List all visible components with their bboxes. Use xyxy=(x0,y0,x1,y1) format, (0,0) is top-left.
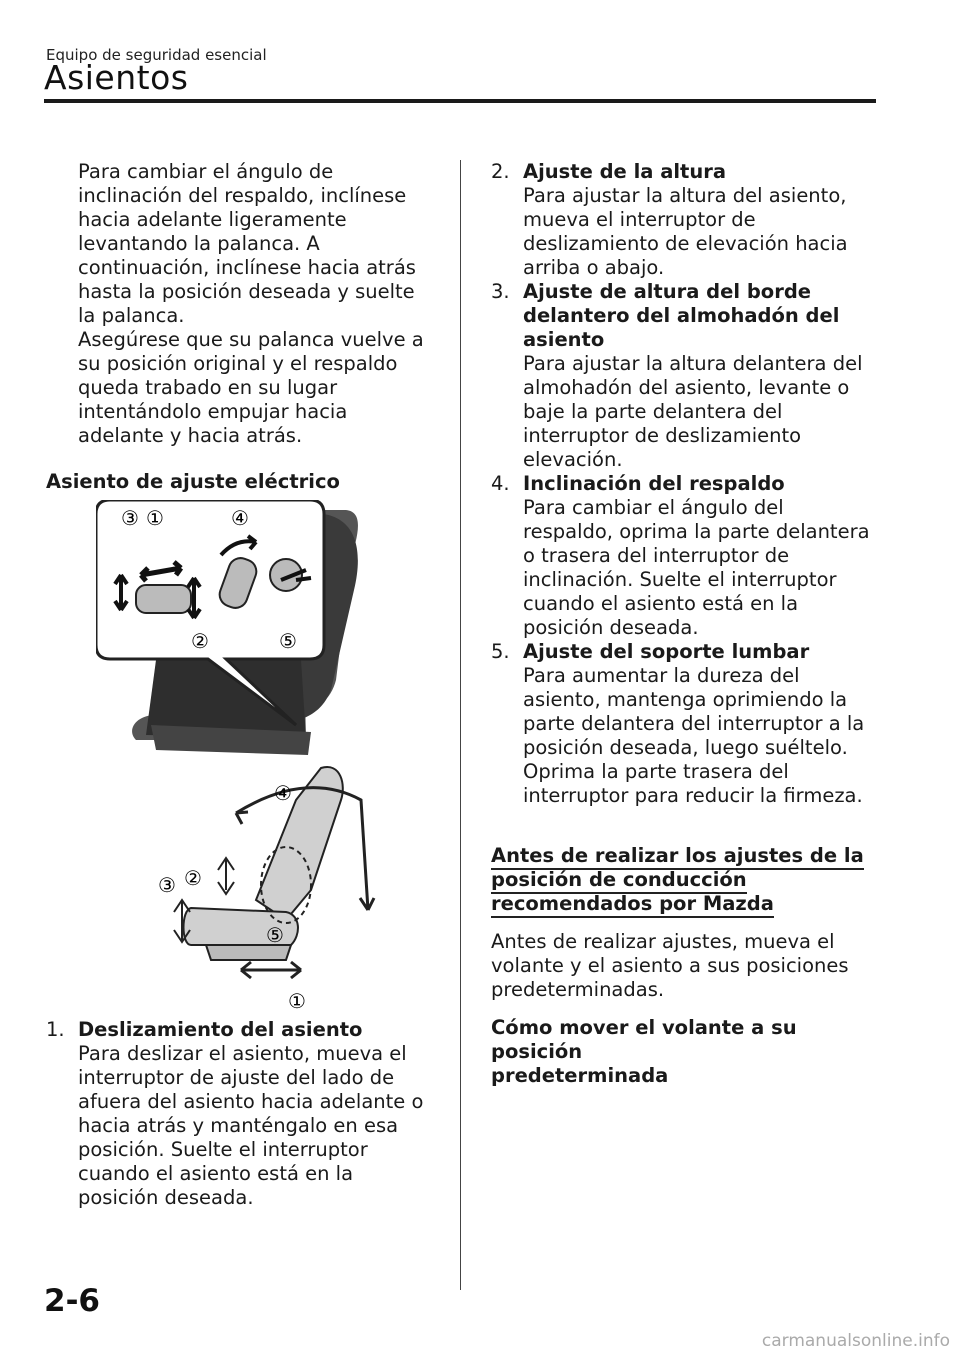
item-line: posición deseada. xyxy=(78,1186,254,1209)
item-number: 4. xyxy=(491,472,510,495)
item-title: Inclinación del respaldo xyxy=(523,472,785,495)
callout-1: ① xyxy=(288,989,306,1013)
item-line: respaldo, oprima la parte delantera xyxy=(523,520,870,543)
page-title: Asientos xyxy=(44,58,189,97)
page-number: 2-6 xyxy=(44,1283,101,1319)
intro-line: queda trabado en su lugar xyxy=(78,376,338,399)
item-line: arriba o abajo. xyxy=(523,256,665,279)
item-line: almohadón del asiento, levante o xyxy=(523,376,850,399)
item-line: deslizamiento de elevación hacia xyxy=(523,232,848,255)
item-line: cuando el asiento está en la xyxy=(523,592,799,615)
sub-heading-line: Cómo mover el volante a su posición xyxy=(491,1016,797,1063)
item-line: elevación. xyxy=(523,448,623,471)
list-item-1 xyxy=(46,1018,441,1210)
intro-line: hasta la posición deseada y suelte xyxy=(78,280,415,303)
callout-1: ① xyxy=(146,506,164,530)
item-line: Para ajustar la altura delantera del xyxy=(523,352,863,375)
callout-2: ② xyxy=(184,866,202,890)
item-line: Para ajustar la altura del asiento, xyxy=(523,184,847,207)
item-line: posición. Suelte el interruptor xyxy=(78,1138,368,1161)
callout-4: ④ xyxy=(231,506,249,530)
item-title: Ajuste de altura del borde xyxy=(523,280,811,303)
intro-line: adelante y hacia atrás. xyxy=(78,424,303,447)
heading-line: recomendados por Mazda xyxy=(491,892,774,918)
item-line: posición deseada. xyxy=(523,616,699,639)
item-line: mueva el interruptor de xyxy=(523,208,756,231)
right-column xyxy=(491,160,876,1088)
item-line: parte delantera del interruptor a la xyxy=(523,712,865,735)
item-line: baje la parte delantera del xyxy=(523,400,783,423)
callout-5: ⑤ xyxy=(279,629,297,653)
item-line: Oprima la parte trasera del xyxy=(523,760,789,783)
item-line: Para deslizar el asiento, mueva el xyxy=(78,1042,407,1065)
item-number: 1. xyxy=(46,1018,65,1041)
callout-4: ④ xyxy=(274,781,292,805)
list-item-5 xyxy=(491,640,876,808)
callout-3: ③ xyxy=(121,506,139,530)
column-divider xyxy=(460,160,461,1290)
callout-3: ③ xyxy=(158,873,176,897)
intro-line: Asegúrese que su palanca vuelve a xyxy=(78,328,424,351)
paragraph-line: Antes de realizar ajustes, mueva el xyxy=(491,930,835,953)
item-line: interruptor de ajuste del lado de xyxy=(78,1066,395,1089)
item-line: o trasera del interruptor de xyxy=(523,544,790,567)
intro-line: hacia adelante ligeramente xyxy=(78,208,347,231)
list-item-2 xyxy=(491,160,876,280)
sub-heading xyxy=(491,1016,876,1088)
callout-5: ⑤ xyxy=(266,923,284,947)
item-number: 5. xyxy=(491,640,510,663)
item-line: cuando el asiento está en la xyxy=(78,1162,354,1185)
seat-diagram xyxy=(96,500,426,1015)
item-title: delantero del almohadón del xyxy=(523,304,840,327)
item-line: afuera del asiento hacia adelante o xyxy=(78,1090,424,1113)
item-line: hacia atrás y manténgalo en esa xyxy=(78,1114,399,1137)
item-number: 3. xyxy=(491,280,510,303)
item-line: interruptor de deslizamiento xyxy=(523,424,802,447)
item-number: 2. xyxy=(491,160,510,183)
header-section: Equipo de seguridad esencial xyxy=(46,46,267,64)
intro-line: levantando la palanca. A xyxy=(78,232,320,255)
section-heading-electric-seat: Asiento de ajuste eléctrico xyxy=(46,470,340,493)
item-line: inclinación. Suelte el interruptor xyxy=(523,568,837,591)
intro-line: inclinación del respaldo, inclínese xyxy=(78,184,407,207)
item-title: Ajuste de la altura xyxy=(523,160,727,183)
list-item-3 xyxy=(491,280,876,472)
item-title: Deslizamiento del asiento xyxy=(78,1018,363,1041)
left-column xyxy=(46,160,441,494)
intro-paragraph xyxy=(46,160,441,448)
heading-line: Antes de realizar los ajustes de la xyxy=(491,844,864,870)
intro-line: intentándolo empujar hacia xyxy=(78,400,348,423)
intro-line: su posición original y el respaldo xyxy=(78,352,398,375)
intro-line: continuación, inclínese hacia atrás xyxy=(78,256,416,279)
watermark: carmanualsonline.info xyxy=(761,1331,950,1351)
paragraph-line: volante y el asiento a sus posiciones xyxy=(491,954,849,977)
item-line: Para aumentar la dureza del xyxy=(523,664,800,687)
header-rule xyxy=(44,99,876,103)
item-line: interruptor para reducir la firmeza. xyxy=(523,784,863,807)
item-line: Para cambiar el ángulo del xyxy=(523,496,784,519)
item-line: posición deseada, luego suéltelo. xyxy=(523,736,848,759)
intro-line: la palanca. xyxy=(78,304,185,327)
paragraph-line: predeterminadas. xyxy=(491,978,665,1001)
item-title: Ajuste del soporte lumbar xyxy=(523,640,810,663)
heading-line: posición de conducción xyxy=(491,868,747,894)
item-title: asiento xyxy=(523,328,605,351)
sub-heading-line: predeterminada xyxy=(491,1064,669,1087)
list-item-4 xyxy=(491,472,876,640)
section-heading-mazda xyxy=(491,844,876,916)
callout-2: ② xyxy=(191,629,209,653)
intro-line: Para cambiar el ángulo de xyxy=(78,160,334,183)
paragraph xyxy=(491,930,876,1002)
item-line: asiento, mantenga oprimiendo la xyxy=(523,688,848,711)
